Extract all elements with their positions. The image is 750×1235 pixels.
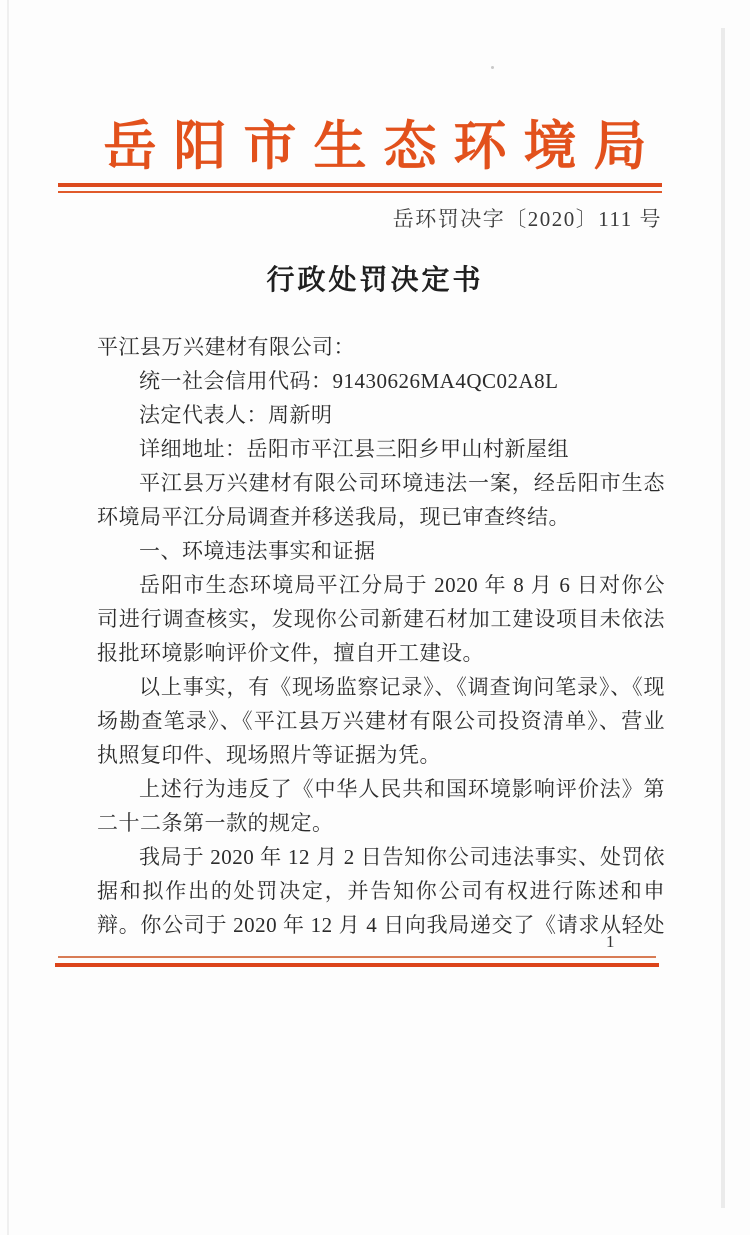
body-line: 司进行调查核实，发现你公司新建石材加工建设项目未依法 <box>97 607 665 631</box>
scan-speck <box>491 66 494 69</box>
letterhead-rule-thin <box>58 191 662 193</box>
body-line-legal-rep: 法定代表人：周新明 <box>139 403 333 427</box>
page-edge-left <box>7 0 9 1235</box>
body-line: 环境局平江分局调查并移送我局，现已审查终结。 <box>97 505 570 529</box>
agency-title: 岳阳市生态环境局 <box>103 118 664 176</box>
body-line: 场勘查笔录》、《平江县万兴建材有限公司投资清单》、营业 <box>97 709 665 733</box>
body-line-credit-code: 统一社会信用代码：91430626MA4QC02A8L <box>139 369 559 393</box>
page-number: 1 <box>606 932 615 951</box>
footer-rule-thin <box>58 956 656 958</box>
body-line: 平江县万兴建材有限公司环境违法一案，经岳阳市生态 <box>139 471 665 495</box>
body-line-section-heading: 一、环境违法事实和证据 <box>139 539 376 563</box>
letterhead-rule <box>58 183 662 193</box>
body-line-salutation: 平江县万兴建材有限公司： <box>97 335 355 359</box>
body-line: 上述行为违反了《中华人民共和国环境影响评价法》第 <box>139 777 665 801</box>
body-line: 以上事实，有《现场监察记录》、《调查询问笔录》、《现 <box>139 675 665 699</box>
document-number: 岳环罚决字〔2020〕111 号 <box>392 207 662 231</box>
body-line: 我局于 2020 年 12 月 2 日告知你公司违法事实、处罚依 <box>139 845 665 869</box>
document-body <box>97 330 665 942</box>
page-edge-right <box>721 28 725 1208</box>
body-line: 报批环境影响评价文件，擅自开工建设。 <box>97 641 484 665</box>
footer-rule-thick <box>55 963 659 967</box>
body-line-address: 详细地址：岳阳市平江县三阳乡甲山村新屋组 <box>139 437 569 461</box>
body-line: 据和拟作出的处罚决定，并告知你公司有权进行陈述和申 <box>97 879 665 903</box>
document-title: 行政处罚决定书 <box>266 265 484 296</box>
body-line: 岳阳市生态环境局平江分局于 2020 年 8 月 6 日对你公 <box>139 573 665 597</box>
body-line: 辩。你公司于 2020 年 12 月 4 日向我局递交了《请求从轻处 <box>97 913 665 937</box>
body-line: 执照复印件、现场照片等证据为凭。 <box>97 743 441 767</box>
body-line: 二十二条第一款的规定。 <box>97 811 334 835</box>
